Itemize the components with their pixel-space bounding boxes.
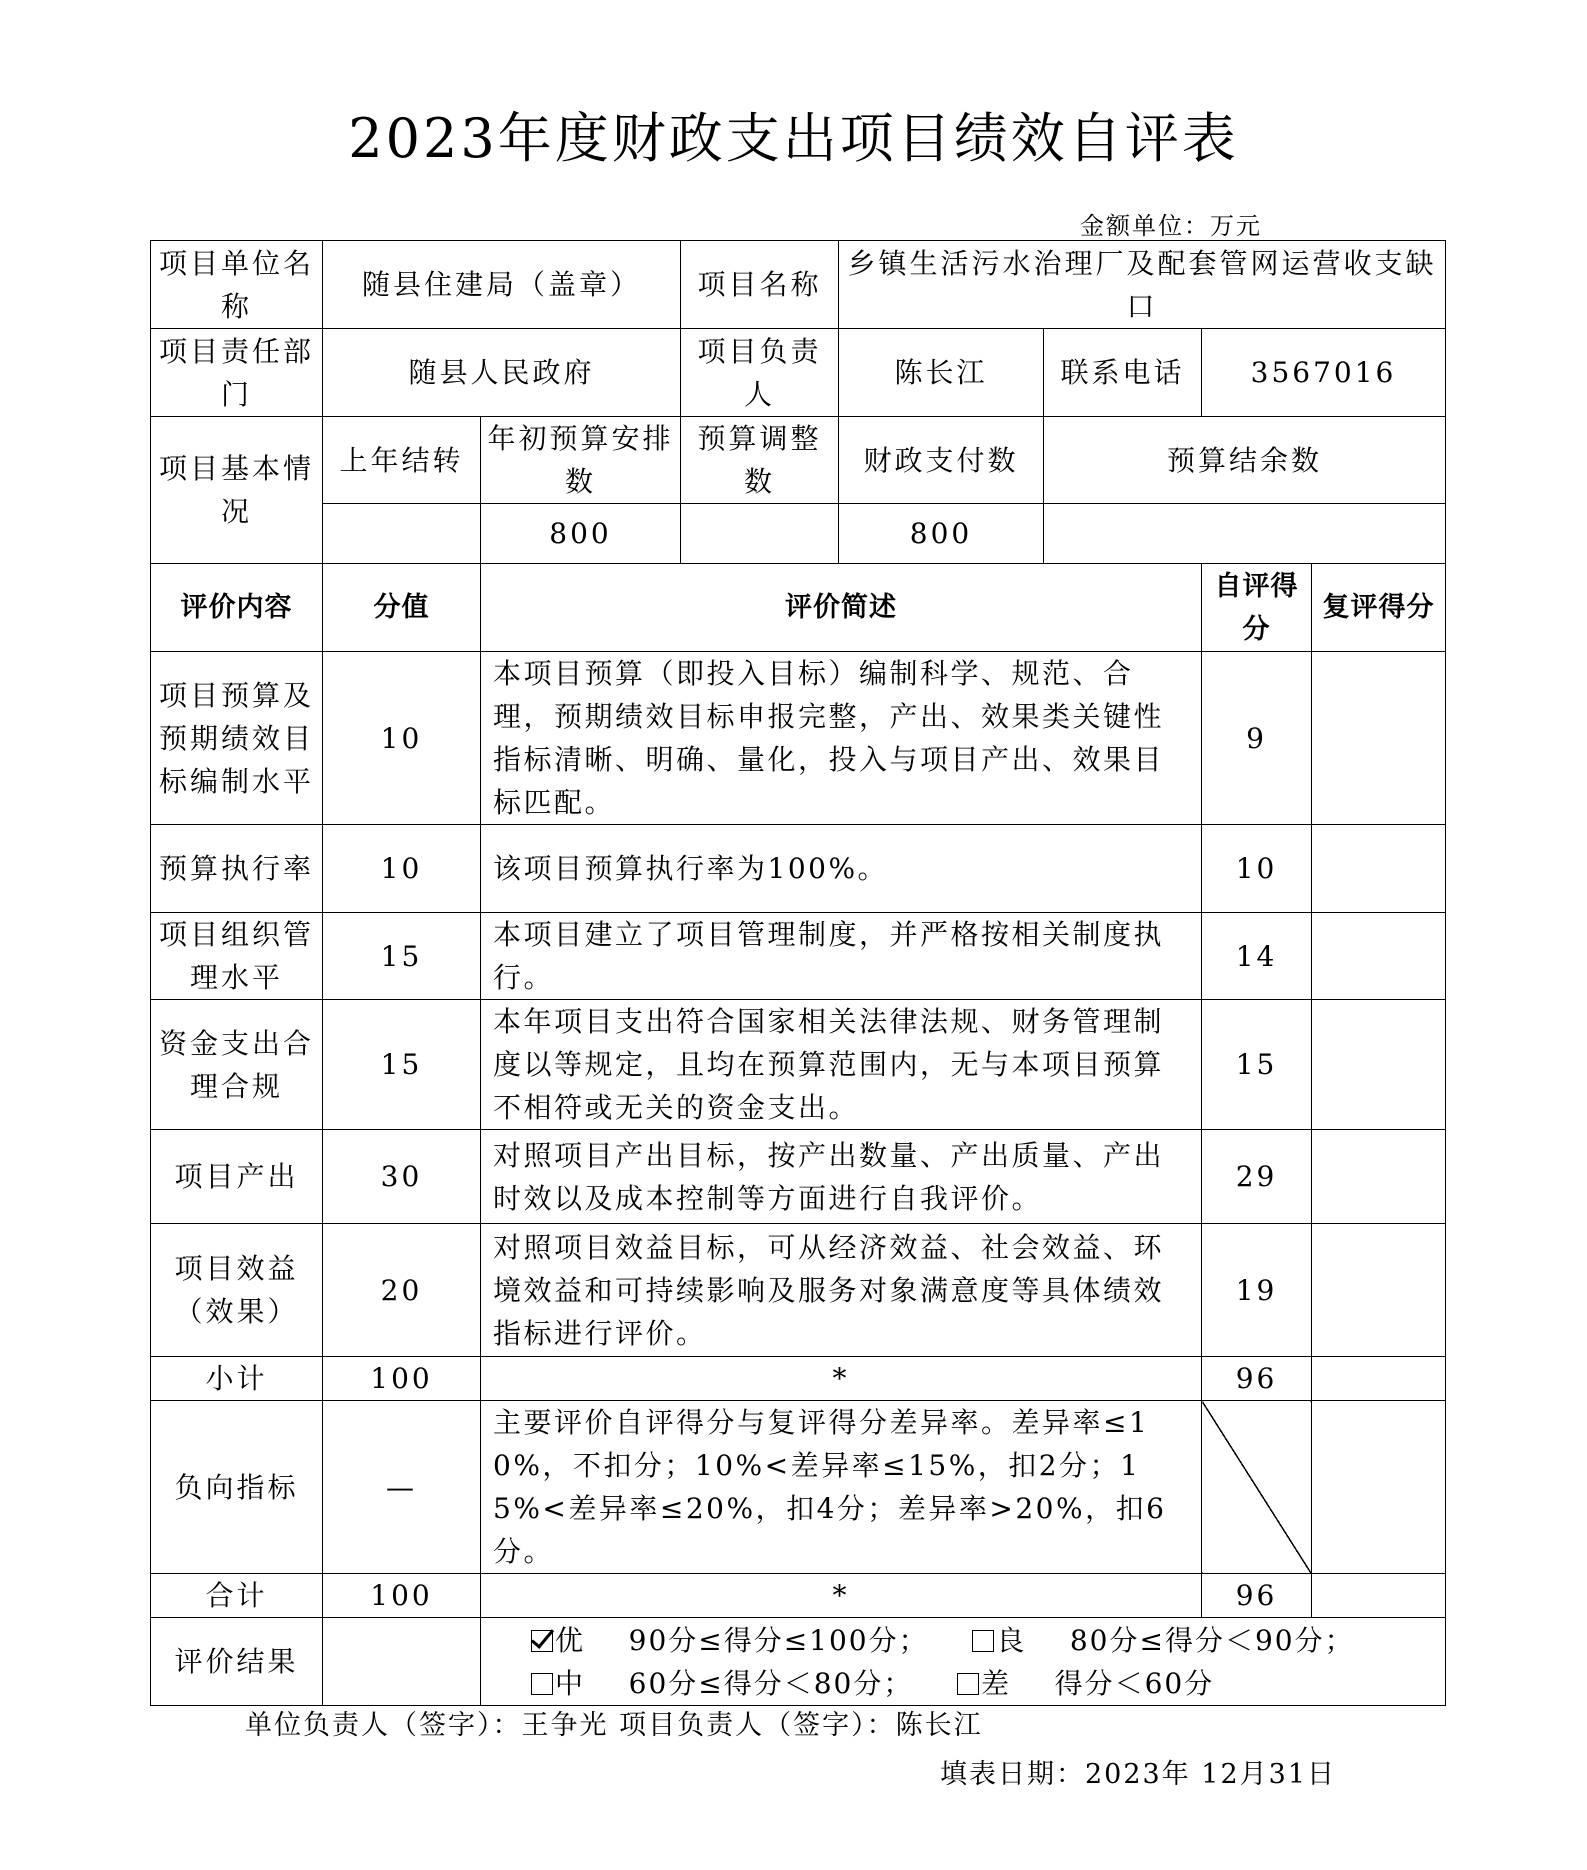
row-score: 10 xyxy=(323,825,481,913)
row-project-unit xyxy=(151,241,1446,329)
option-excellent-range: 90分≤得分≤100分； xyxy=(628,1623,929,1657)
row-content: 资金支出合理合规 xyxy=(151,1000,323,1130)
row-content: 项目效益（效果） xyxy=(151,1224,323,1357)
option-medium-grade: 中 xyxy=(555,1666,586,1700)
header-description: 评价简述 xyxy=(481,564,1202,652)
header-score: 分值 xyxy=(323,564,481,652)
subtotal-review-score xyxy=(1312,1357,1446,1401)
basic-value-carryover xyxy=(323,504,481,564)
row-self-score: 14 xyxy=(1202,913,1312,1000)
basic-header-balance: 预算结余数 xyxy=(1044,417,1446,504)
total-label: 合计 xyxy=(151,1574,323,1618)
table-row xyxy=(151,1000,1446,1130)
result-options xyxy=(481,1618,1446,1706)
total-description: * xyxy=(481,1574,1202,1618)
row-basic-values xyxy=(151,504,1446,564)
table-row xyxy=(151,913,1446,1000)
negative-score: — xyxy=(323,1401,481,1574)
phone-value: 3567016 xyxy=(1202,329,1446,417)
checkbox-good-icon[interactable] xyxy=(972,1630,994,1652)
project-name-label: 项目名称 xyxy=(681,241,839,329)
basic-value-initial-budget: 800 xyxy=(481,504,681,564)
signature-line: 单位负责人（签字）：王争光 项目负责人（签字）：陈长江 xyxy=(245,1710,983,1741)
basic-value-budget-adjust xyxy=(681,504,839,564)
row-content: 项目产出 xyxy=(151,1130,323,1224)
option-poor-range: 得分＜60分 xyxy=(1054,1666,1215,1700)
row-self-score: 15 xyxy=(1202,1000,1312,1130)
fill-date: 填表日期：2023年 12月31日 xyxy=(940,1759,1337,1790)
basic-header-initial-budget: 年初预算安排数 xyxy=(481,417,681,504)
option-excellent-grade: 优 xyxy=(555,1623,586,1657)
row-content: 预算执行率 xyxy=(151,825,323,913)
row-description: 本年项目支出符合国家相关法律法规、财务管理制度以等规定，且均在预算范围内，无与本项目预算不相符或无关的资金支出。 xyxy=(481,1000,1202,1130)
leader-label: 项目负责人 xyxy=(681,329,839,417)
checkbox-excellent-icon[interactable] xyxy=(531,1630,553,1652)
negative-review-score xyxy=(1312,1401,1446,1574)
dept-value: 随县人民政府 xyxy=(323,329,681,417)
row-eval-result xyxy=(151,1618,1446,1706)
negative-label: 负向指标 xyxy=(151,1401,323,1574)
row-review-score xyxy=(1312,825,1446,913)
row-responsible-dept xyxy=(151,329,1446,417)
unit-name-value: 随县住建局（盖章） xyxy=(323,241,681,329)
page-title: 2023年度财政支出项目绩效自评表 xyxy=(348,107,1239,170)
checkbox-poor-icon[interactable] xyxy=(957,1673,979,1695)
table-row xyxy=(151,825,1446,913)
total-score: 100 xyxy=(323,1574,481,1618)
row-review-score xyxy=(1312,1224,1446,1357)
negative-self-score-slash xyxy=(1202,1401,1312,1574)
project-name-value: 乡镇生活污水治理厂及配套管网运营收支缺口 xyxy=(839,241,1446,329)
basic-header-payment: 财政支付数 xyxy=(839,417,1044,504)
row-description: 该项目预算执行率为100%。 xyxy=(481,825,1202,913)
row-score: 20 xyxy=(323,1224,481,1357)
basic-header-carryover: 上年结转 xyxy=(323,417,481,504)
subtotal-score: 100 xyxy=(323,1357,481,1401)
subtotal-description: * xyxy=(481,1357,1202,1401)
row-review-score xyxy=(1312,1130,1446,1224)
unit-name-label: 项目单位名称 xyxy=(151,241,323,329)
row-subtotal xyxy=(151,1357,1446,1401)
table-row xyxy=(151,652,1446,825)
negative-description: 主要评价自评得分与复评得分差异率。差异率≤10%，不扣分；10%<差异率≤15%，扣2分；15%<差异率≤20%，扣4分；差异率>20%，扣6分。 xyxy=(481,1401,1202,1574)
subtotal-self-score: 96 xyxy=(1202,1357,1312,1401)
row-score: 10 xyxy=(323,652,481,825)
option-good-range: 80分≤得分＜90分； xyxy=(1069,1623,1355,1657)
header-self-score: 自评得分 xyxy=(1202,564,1312,652)
row-negative-indicator xyxy=(151,1401,1446,1574)
row-total xyxy=(151,1574,1446,1618)
basic-info-label: 项目基本情况 xyxy=(151,417,323,564)
header-review-score: 复评得分 xyxy=(1312,564,1446,652)
table-row xyxy=(151,1224,1446,1357)
option-medium-range: 60分≤得分＜80分； xyxy=(628,1666,914,1700)
row-description: 对照项目效益目标，可从经济效益、社会效益、环境效益和可持续影响及服务对象满意度等具体绩效指标进行评价。 xyxy=(481,1224,1202,1357)
total-self-score: 96 xyxy=(1202,1574,1312,1618)
phone-label: 联系电话 xyxy=(1044,329,1202,417)
basic-value-payment: 800 xyxy=(839,504,1044,564)
dept-label: 项目责任部门 xyxy=(151,329,323,417)
row-review-score xyxy=(1312,652,1446,825)
row-score: 15 xyxy=(323,1000,481,1130)
checkbox-medium-icon[interactable] xyxy=(531,1673,553,1695)
subtotal-label: 小计 xyxy=(151,1357,323,1401)
basic-header-budget-adjust: 预算调整数 xyxy=(681,417,839,504)
row-score: 15 xyxy=(323,913,481,1000)
header-eval-content: 评价内容 xyxy=(151,564,323,652)
result-label: 评价结果 xyxy=(151,1618,323,1706)
row-description: 本项目预算（即投入目标）编制科学、规范、合理，预期绩效目标申报完整，产出、效果类关键性指标清晰、明确、量化，投入与项目产出、效果目标匹配。 xyxy=(481,652,1202,825)
row-description: 对照项目产出目标，按产出数量、产出质量、产出时效以及成本控制等方面进行自我评价。 xyxy=(481,1130,1202,1224)
option-poor-grade: 差 xyxy=(980,1666,1011,1700)
table-row xyxy=(151,1130,1446,1224)
total-review-score xyxy=(1312,1574,1446,1618)
row-score: 30 xyxy=(323,1130,481,1224)
row-self-score: 19 xyxy=(1202,1224,1312,1357)
evaluation-form-table xyxy=(150,240,1446,1706)
row-self-score: 9 xyxy=(1202,652,1312,825)
leader-value: 陈长江 xyxy=(839,329,1044,417)
row-eval-headers xyxy=(151,564,1446,652)
option-good-grade: 良 xyxy=(996,1623,1027,1657)
row-basic-headers xyxy=(151,417,1446,504)
basic-value-balance xyxy=(1044,504,1446,564)
amount-unit-label: 金额单位：万元 xyxy=(1080,212,1262,240)
row-self-score: 10 xyxy=(1202,825,1312,913)
row-content: 项目组织管理水平 xyxy=(151,913,323,1000)
row-review-score xyxy=(1312,1000,1446,1130)
row-content: 项目预算及预期绩效目标编制水平 xyxy=(151,652,323,825)
row-description: 本项目建立了项目管理制度，并严格按相关制度执行。 xyxy=(481,913,1202,1000)
row-review-score xyxy=(1312,913,1446,1000)
result-blank xyxy=(323,1618,481,1706)
row-self-score: 29 xyxy=(1202,1130,1312,1224)
